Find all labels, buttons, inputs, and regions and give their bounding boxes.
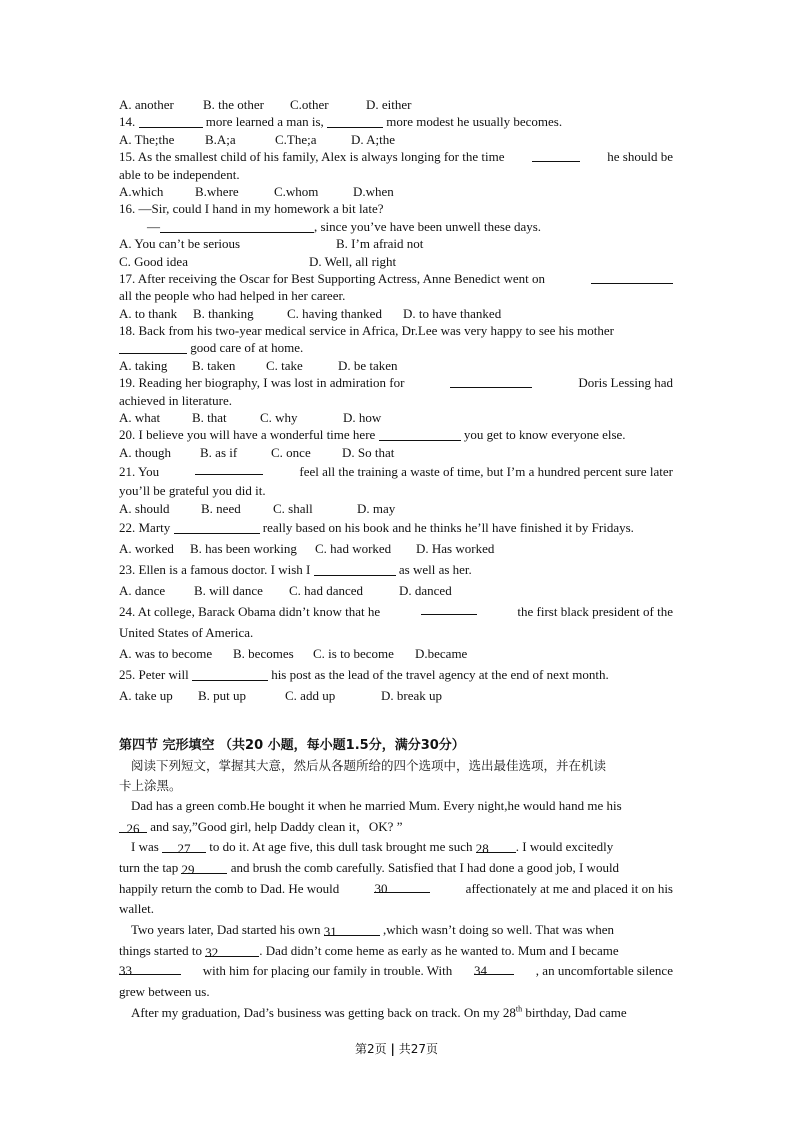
blank-30: 30: [374, 879, 430, 893]
q20-option-b: B. as if: [200, 444, 238, 460]
q24-option-c: C. is to become: [313, 645, 394, 661]
answer-blank: [450, 374, 532, 388]
blank-33: 33: [119, 961, 181, 975]
q17-option-d: D. to have thanked: [403, 305, 502, 321]
q25-option-a: A. take up: [119, 687, 173, 703]
q22-options: [119, 538, 673, 559]
q13-option-a: A. another: [119, 97, 174, 112]
q17-option-a: A. to thank: [119, 305, 178, 321]
q18-option-b: B. taken: [192, 357, 236, 373]
q13-option-c: C.other: [290, 97, 329, 112]
answer-blank: [174, 520, 260, 534]
q18-option-d: D. be taken: [338, 357, 398, 373]
q25-options: [119, 685, 673, 706]
answer-blank: [379, 427, 461, 441]
q18-option-a: A. taking: [119, 357, 168, 373]
passage-line: I was 27 to do it. At age five, this dull task brought me such 28 . I would excitedly: [131, 839, 614, 857]
q22-option-c: C. had worked: [315, 540, 392, 556]
q20-option-d: D. So that: [342, 444, 395, 460]
q21-options: [119, 500, 673, 517]
q15-option-c: C.whom: [274, 183, 319, 199]
q21-option-d: D. may: [357, 500, 396, 516]
q18-stem-cont: good care of at home.: [119, 339, 673, 356]
blank-27: 27: [162, 839, 206, 853]
q18-option-c: C. take: [266, 357, 303, 373]
q13-option-d: D. either: [366, 97, 412, 112]
q23-option-c: C. had danced: [289, 582, 364, 598]
answer-blank: [314, 562, 396, 576]
passage-line: After my graduation, Dad’s business was getting back on track. On my 28th birthday, Dad came: [131, 1004, 627, 1020]
q16-options-row1: [119, 235, 673, 252]
q16-option-a: A. You can’t be serious: [119, 236, 241, 252]
passage-line: turn the tap 29 and brush the comb carefully. Satisfied that I had done a good job, I would: [119, 860, 620, 878]
q14-option-a: A. The;the: [119, 131, 175, 147]
q16-option-b: B. I’m afraid not: [336, 236, 424, 252]
q17-option-b: B. thanking: [193, 305, 254, 321]
q23-option-d: D. danced: [399, 582, 452, 598]
q21-option-b: B. need: [201, 500, 241, 516]
passage-line: Two years later, Dad started his own 31 ,which wasn’t doing so well. That was when: [131, 922, 615, 940]
q14-option-c: C.The;a: [275, 131, 317, 147]
q15-option-d: D.when: [353, 183, 394, 199]
q15-option-a: A.which: [119, 183, 164, 199]
cloze-passage: [119, 796, 673, 1024]
q24-option-a: A. was to become: [119, 645, 213, 661]
q17-option-c: C. having thanked: [287, 305, 382, 321]
q24-stem-cont: United States of America.: [119, 624, 254, 640]
q23-option-b: B. will dance: [194, 582, 263, 598]
q20-option-c: C. once: [271, 444, 311, 460]
q21-option-c: C. shall: [273, 500, 313, 516]
q24-option-b: B. becomes: [233, 645, 294, 661]
q19-option-a: A. what: [119, 410, 161, 426]
q23-stem: 23. Ellen is a famous doctor. I wish I as well as her.: [119, 561, 472, 577]
q25-option-c: C. add up: [285, 687, 336, 703]
passage-line: grew between us.: [119, 984, 210, 1000]
blank-26: 26: [119, 819, 147, 833]
q22-stem: 22. Marty really based on his book and he thinks he’ll have finished it by Fridays.: [119, 519, 634, 535]
q23-option-a: A. dance: [119, 582, 166, 598]
q16-response: — , since you’ve have been unwell these days.: [147, 218, 542, 234]
q22-option-b: B. has been working: [190, 540, 297, 556]
section-title: 第四节 完形填空 （共20 小题，每小题1.5分，满分30分）: [119, 737, 465, 753]
answer-blank: [192, 667, 268, 681]
answer-blank: [327, 114, 383, 128]
q24-options: [119, 643, 673, 664]
q20-stem: 20. I believe you will have a wonderful time here you get to know everyone else.: [119, 427, 626, 443]
blank-34: 34: [474, 961, 514, 975]
section-instructions: 阅读下列短文，掌握其大意，然后从各题所给的四个选项中，选出最佳选项，并在机读: [131, 757, 607, 773]
answer-blank: [195, 461, 263, 475]
q17-stem: 17. After receiving the Oscar for Best Supporting Actress, Anne Benedict went on: [119, 270, 673, 287]
passage-line: 26 and say,”Good girl, help Daddy clean it，OK? ”: [119, 817, 673, 838]
q24-option-d: D.became: [415, 645, 468, 661]
blank-29: 29: [181, 860, 227, 874]
answer-blank: [532, 148, 580, 162]
footer-separator: |: [390, 1042, 395, 1056]
q15-option-b: B.where: [195, 183, 239, 199]
q13-options: [119, 96, 673, 113]
page-footer: [0, 1040, 793, 1057]
q18-stem: 18. Back from his two-year medical service in Africa, Dr.Lee was very happy to see his mother: [119, 323, 614, 339]
q16-option-c: C. Good idea: [119, 253, 188, 269]
section-instructions-cont: 卡上涂黑。: [119, 777, 182, 793]
q18-options: [119, 357, 673, 374]
exam-page: [119, 96, 673, 1024]
q21-stem-cont: you’ll be grateful you did it.: [119, 483, 266, 499]
page-number: 第2页: [355, 1042, 387, 1056]
q17-options: [119, 305, 673, 322]
q15-stem-cont: able to be independent.: [119, 166, 240, 182]
q15-options: [119, 183, 673, 200]
q14-option-b: B.A;a: [205, 131, 236, 147]
blank-28: 28: [476, 839, 516, 853]
q23-options: [119, 580, 673, 601]
q25-option-d: D. break up: [381, 687, 443, 703]
q14-option-d: D. A;the: [351, 131, 396, 147]
passage-line: wallet.: [119, 901, 155, 917]
q19-option-d: D. how: [343, 410, 382, 426]
q19-option-b: B. that: [192, 410, 227, 426]
passage-line: happily return the comb to Dad. He would 30 affectionately at me and placed it on his: [119, 880, 673, 896]
q24-stem: 24. At college, Barack Obama didn’t know that he the first black president of the: [119, 601, 673, 622]
q20-option-a: A. though: [119, 444, 171, 460]
blank-31: 31: [324, 922, 380, 936]
q25-option-b: B. put up: [198, 687, 247, 703]
answer-blank: [591, 270, 673, 284]
q16-stem: 16. —Sir, could I hand in my homework a bit late?: [119, 201, 384, 217]
q22-option-a: A. worked: [119, 540, 174, 556]
passage-line: 33 with him for placing our family in trouble. With 34 , an uncomfortable silence: [119, 963, 673, 979]
blank-32: 32: [205, 943, 259, 957]
q25-stem: 25. Peter will his post as the lead of the travel agency at the end of next month.: [119, 666, 609, 682]
answer-blank: [421, 601, 477, 615]
answer-blank: [119, 340, 187, 354]
q19-stem: 19. Reading her biography, I was lost in admiration for Doris Lessing had: [119, 375, 673, 391]
q13-option-b: B. the other: [203, 97, 265, 112]
answer-blank: [139, 114, 203, 128]
q21-stem: 21. You feel all the training a waste of time, but I’m a hundred percent sure later: [119, 461, 673, 482]
q14-stem: 14. more learned a man is, more modest he usually becomes.: [119, 114, 563, 130]
q20-options: [119, 444, 673, 461]
q19-options: [119, 409, 673, 426]
q22-option-d: D. Has worked: [416, 540, 495, 556]
q16-option-d: D. Well, all right: [309, 253, 397, 269]
q17-stem-cont: all the people who had helped in her career.: [119, 288, 346, 304]
passage-line: things started to 32 . Dad didn’t come heme as early as he wanted to. Mum and I became: [119, 942, 619, 960]
q15-stem: 15. As the smallest child of his family, Alex is always longing for the time he should be: [119, 149, 673, 165]
q21-option-a: A. should: [119, 500, 170, 516]
q19-stem-cont: achieved in literature.: [119, 392, 232, 408]
answer-blank: [160, 219, 314, 233]
q16-options-row2: [119, 253, 673, 270]
q19-option-c: C. why: [260, 410, 298, 426]
passage-line: Dad has a green comb.He bought it when he married Mum. Every night,he would hand me his: [131, 797, 622, 813]
q14-options: [119, 131, 673, 148]
page-total: 共27页: [398, 1042, 438, 1056]
